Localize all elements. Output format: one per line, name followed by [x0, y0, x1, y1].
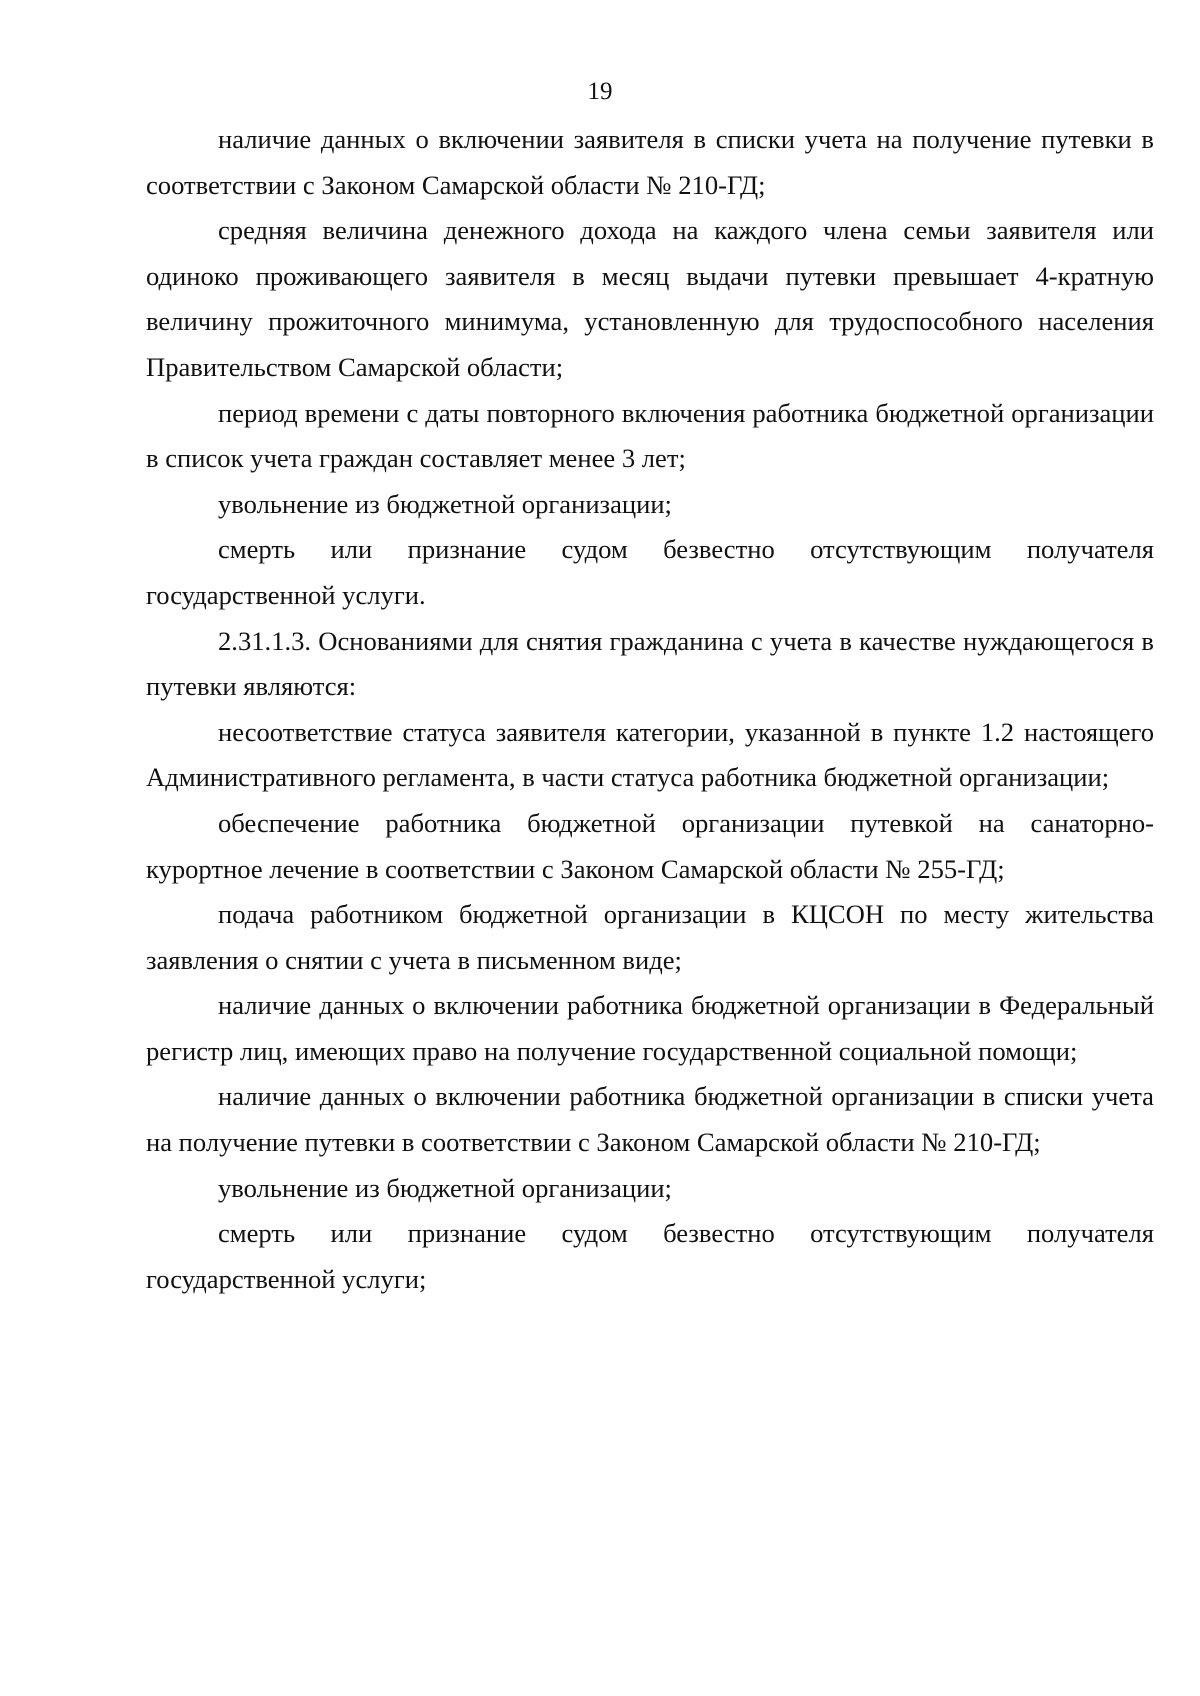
paragraph: наличие данных о включении работника бюджетной организации в списки учета на получение путевки в соответствии с Законом Самарской области № 210-ГД;: [146, 1081, 1154, 1158]
paragraph: смерть или признание судом безвестно отсутствующим получателя государственной услуги.: [146, 534, 1154, 610]
paragraph: средняя величина денежного дохода на каждого члена семьи заявителя или одиноко проживающего заявителя в месяц выдачи путевки превышает 4-кратную величину прожиточного минимума, установленную для трудоспособного населения Правительством Самарской области;: [146, 215, 1154, 382]
paragraph: наличие данных о включении заявителя в списки учета на получение путевки в соответствии с Законом Самарской области № 210-ГД;: [146, 124, 1154, 200]
paragraph: увольнение из бюджетной организации;: [218, 1172, 672, 1203]
document-body: [146, 117, 1154, 1302]
paragraph: обеспечение работника бюджетной организации путевкой на санаторно-курортное лечение в соответствии с Законом Самарской области № 255-ГД;: [146, 807, 1154, 884]
paragraph: наличие данных о включении работника бюджетной организации в Федеральный регистр лиц, имеющих право на получение государственной социальной помощи;: [146, 990, 1154, 1066]
paragraph: подача работником бюджетной организации в КЦСОН по месту жительства заявления о снятии с учета в письменном виде;: [146, 899, 1154, 975]
paragraph: смерть или признание судом безвестно отсутствующим получателя государственной услуги;: [146, 1218, 1154, 1294]
paragraph: период времени с даты повторного включения работника бюджетной организации в список учета граждан составляет менее 3 лет;: [146, 397, 1154, 474]
page-number: 19: [587, 78, 613, 105]
paragraph: 2.31.1.3. Основаниями для снятия гражданина с учета в качестве нуждающегося в путевки являются:: [146, 625, 1154, 702]
paragraph: несоответствие статуса заявителя категории, указанной в пункте 1.2 настоящего Административного регламента, в части статуса работника бюджетной организации;: [146, 716, 1154, 793]
paragraph: увольнение из бюджетной организации;: [218, 488, 672, 519]
